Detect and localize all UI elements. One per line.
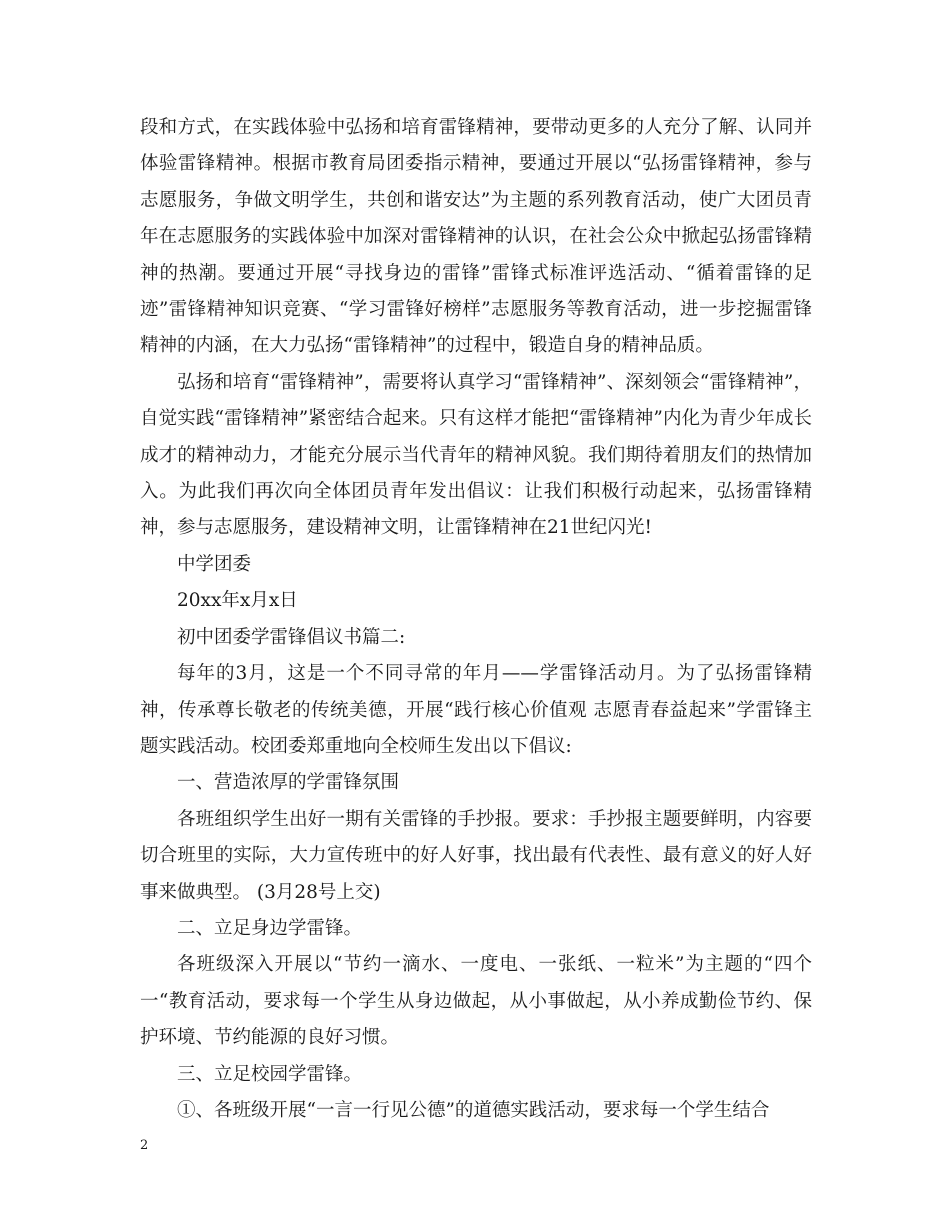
heading-one: 一、营造浓厚的学雷锋氛围 bbox=[177, 772, 400, 794]
heading-two: 二、立足身边学雷锋。 bbox=[177, 917, 363, 939]
signature-organization: 中学团委 bbox=[177, 553, 252, 575]
heading-three: 三、立足校园学雷锋。 bbox=[177, 1063, 363, 1085]
signature-date: 20xx年x月x日 bbox=[177, 590, 298, 612]
paragraph-continued: 段和方式，在实践体验中弘扬和培育雷锋精神，要带动更多的人充分了解、认同并体验雷锋精神。根据市教育局团委指示精神，要通过开展以“弘扬雷锋精神，参与志愿服务，争做文明学生，共创和谐安达”为主题的系列教育活动，使广大团员青年在志愿服务的实践体验中加深对雷锋精神的认识，在社会公众中掀起弘扬雷锋精神的热潮。要通过开展“寻找身边的雷锋”雷锋式标准评选活动、“循着雷锋的足迹”雷锋精神知识竞赛、“学习雷锋好榜样”志愿服务等教育活动，进一步挖掘雷锋精神的内涵，在大力弘扬“雷锋精神”的过程中，锻造自身的精神品质。 bbox=[140, 117, 812, 357]
paragraph-handwritten-newspaper: 各班组织学生出好一期有关雷锋的手抄报。要求：手抄报主题要鲜明，内容要切合班里的实际，大力宣传班中的好人好事，找出最有代表性、最有意义的好人好事来做典型。 (3月28号上交) bbox=[140, 808, 812, 903]
paragraph-intro: 每年的3月，这是一个不同寻常的年月——学雷锋活动月。为了弘扬雷锋精神，传承尊长敬老的传统美德，开展“践行核心价值观 志愿青春益起来”学雷锋主题实践活动。校团委郑重地向全校师生发出以下倡议: bbox=[140, 663, 812, 757]
section-title: 初中团委学雷锋倡议书篇二: bbox=[177, 626, 406, 648]
paragraph-moral-practice: ①、各班级开展“一言一行见公德”的道德实践活动，要求每一个学生结合 bbox=[177, 1099, 770, 1121]
paragraph-lei-feng-spirit: 弘扬和培育“雷锋精神”，需要将认真学习“雷锋精神”、深刻领会“雷锋精神”，自觉实践“雷锋精神”紧密结合起来。只有这样才能把“雷锋精神”内化为青少年成长成才的精神动力，才能充分展示当代青年的精神风貌。我们期待着朋友们的热情加入。为此我们再次向全体团员青年发出倡议：让我们积极行动起来，弘扬雷锋精神，参与志愿服务，建设精神文明，让雷锋精神在21世纪闪光! bbox=[140, 371, 812, 539]
document-body bbox=[140, 110, 812, 1129]
paragraph-four-ones: 各班级深入开展以“节约一滴水、一度电、一张纸、一粒米”为主题的“四个一“教育活动，要求每一个学生从身边做起，从小事做起，从小养成勤俭节约、保护环境、节约能源的良好习惯。 bbox=[140, 954, 812, 1049]
page-number: 2 bbox=[140, 1138, 149, 1153]
